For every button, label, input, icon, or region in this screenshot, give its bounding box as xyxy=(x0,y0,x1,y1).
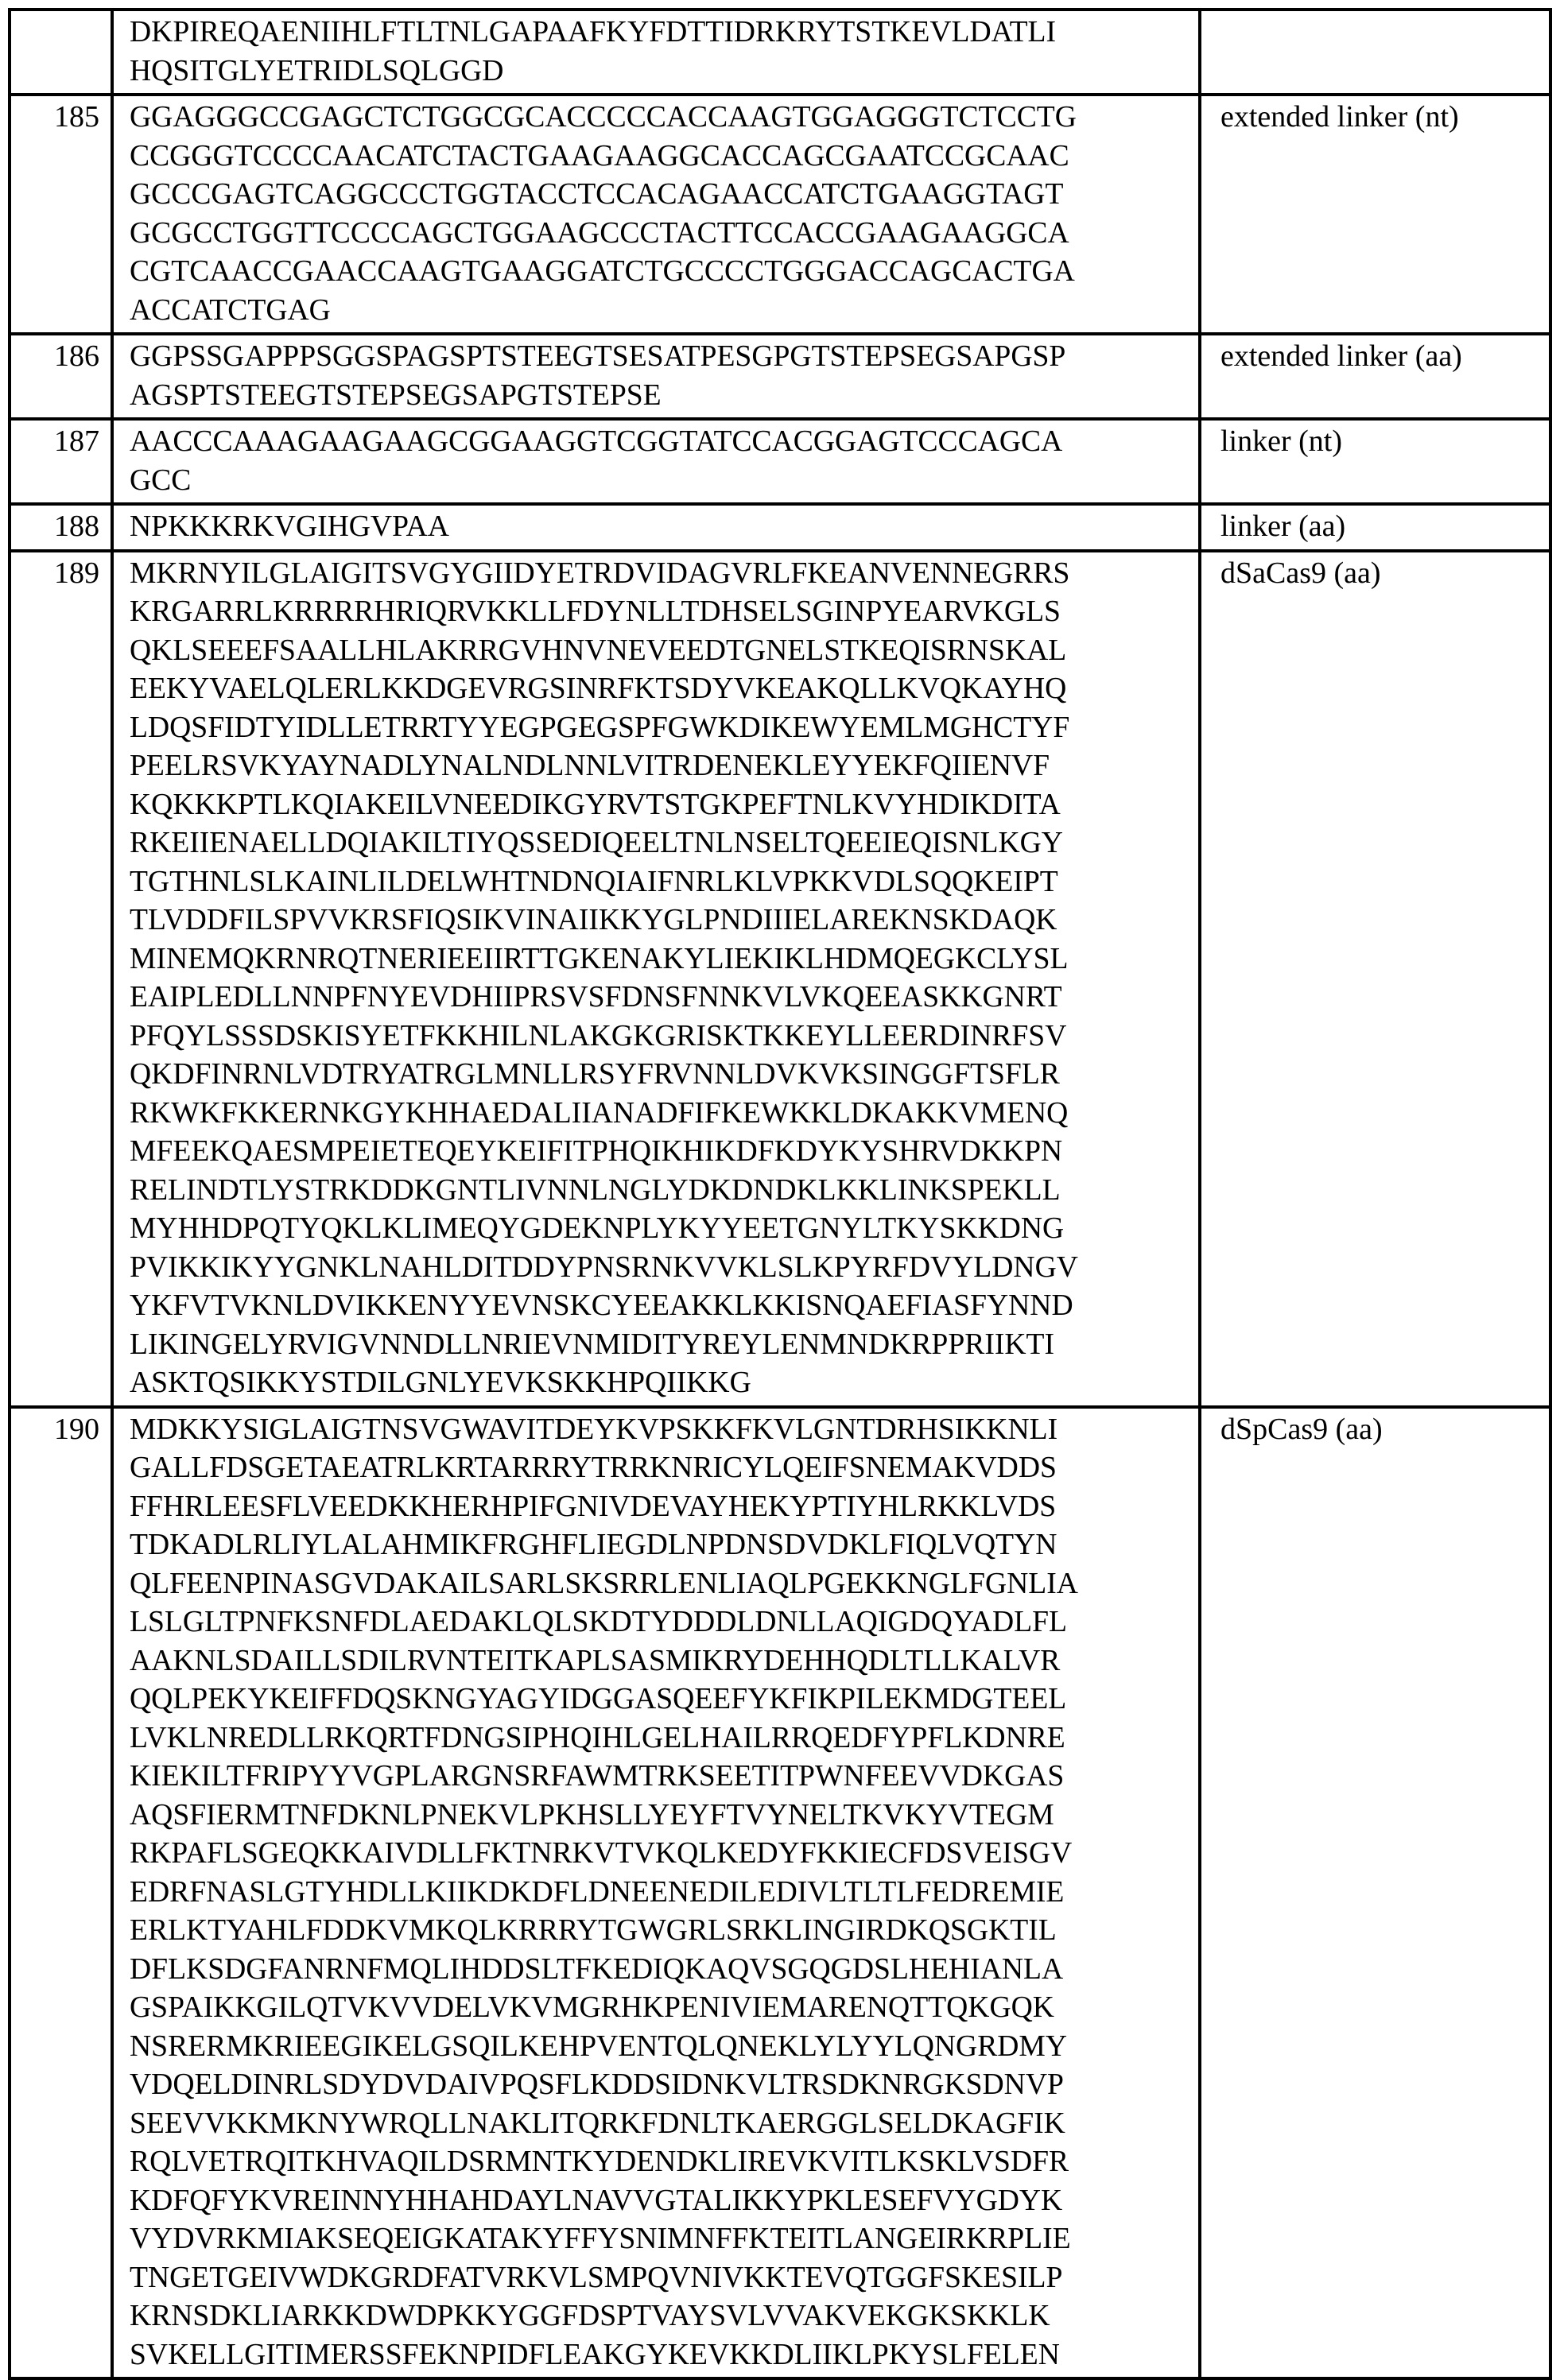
sequence-line: ASKTQSIKKYSTDILGNLYEVKSKKHPQIIKKG xyxy=(130,1366,751,1399)
description-cell xyxy=(1200,334,1550,419)
sequence-line: TNGETGEIVWDKGRDFATVRKVLSMPQVNIVKKTEVQTGGFSKESILP xyxy=(130,2260,1063,2294)
sequence-line: GCCCGAGTCAGGCCCTGGTACCTCCACAGAACCATCTGAAGGTAGT xyxy=(130,177,1064,211)
table-row xyxy=(10,334,1550,419)
sequence-line: SVKELLGITIMERSSFEKNPIDFLEAKGYKEVKKDLIIKLPKYSLFELEN xyxy=(130,2337,1060,2371)
sequence-line: MYHHDPQTYQKLKLIMEQYGDEKNPLYKYYEETGNYLTKYSKKDNG xyxy=(130,1211,1065,1245)
sequence-line: MINEMQKRNRQTNERIEEIIRTTGKENAKYLIEKIKLHDMQEGKCLYSL xyxy=(130,941,1069,975)
sequence-line: YKFVTVKNLDVIKKENYYEVNSKCYEEAKKLKKISNQAEFIASFYNND xyxy=(130,1289,1073,1322)
sequence-line: PFQYLSSSDSKISYETFKKHILNLAKGKGRISKTKKEYLLEERDINRFSV xyxy=(130,1018,1067,1052)
sequence-cell xyxy=(112,95,1200,334)
sequence-line: FFHRLEESFLVEEDKKHERHPIFGNIVDEVAYHEKYPTIYHLRKKLVDS xyxy=(130,1489,1057,1523)
seq-id-number: 190 xyxy=(54,1412,99,1446)
table-row xyxy=(10,419,1550,504)
description-cell xyxy=(1200,1407,1550,2379)
sequence-line: QQLPEKYKEIFFDQSKNGYAGYIDGGASQEEFYKFIKPILEKMDGTEEL xyxy=(130,1682,1067,1715)
seq-id-number: 189 xyxy=(54,556,99,590)
sequence-lines xyxy=(130,11,1198,93)
sequence-line: KRGARRLKRRRRHRIQRVKKLLFDYNLLTDHSELSGINPYEARVKGLS xyxy=(130,595,1061,628)
sequence-line: GCC xyxy=(130,463,192,497)
sequence-line: QLFEENPINASGVDAKAILSARLSKSRRLENLIAQLPGEKKNGLFGNLIA xyxy=(130,1566,1078,1600)
sequence-lines xyxy=(130,1409,1198,2378)
sequence-line: EDRFNASLGTYHDLLKIIKDKDFLDNEENEDILEDIVLTLTLFEDREMIE xyxy=(130,1874,1065,1909)
description-text: linker (nt) xyxy=(1220,424,1343,458)
description-cell xyxy=(1200,10,1550,95)
table-row xyxy=(10,1407,1550,2379)
description-cell xyxy=(1200,504,1550,551)
sequence-line: TLVDDFILSPVVKRSFIQSIKVINAIIKKYGLPNDIIIELAREKNSKDAQK xyxy=(130,903,1057,936)
sequence-line: NPKKKRKVGIHGVPAA xyxy=(130,510,449,543)
sequence-line: GSPAIKKGILQTVKVVDELVKVMGRHKPENIVIEMARENQTTQKGQK xyxy=(130,1990,1054,2024)
sequence-line: LSLGLTPNFKSNFDLAEDAKLQLSKDTYDDDLDNLLAQIGDQYADLFL xyxy=(130,1605,1067,1638)
sequence-line: RQLVETRQITKHVAQILDSRMNTKYDENDKLIREVKVITLKSKLVSDFR xyxy=(130,2145,1069,2178)
sequence-lines xyxy=(130,506,1198,549)
sequence-line: TGTHNLSLKAINLILDELWHTNDNQIAIFNRLKLVPKKVDLSQQKEIPT xyxy=(130,864,1058,898)
table-row xyxy=(10,551,1550,1407)
sequence-line: PVIKKIKYYGNKLNAHLDITDDYPNSRNKVVKLSLKPYRFDVYLDNGV xyxy=(130,1250,1078,1284)
seq-id-cell xyxy=(10,1407,112,2379)
seq-id-cell xyxy=(10,419,112,504)
sequence-line: MDKKYSIGLAIGTNSVGWAVITDEYKVPSKKFKVLGNTDRHSIKKNLI xyxy=(130,1412,1058,1446)
sequence-line: PEELRSVKYAYNADLYNALNDLNNLVITRDENEKLEYYEKFQIIENVF xyxy=(130,749,1050,782)
sequence-line: TDKADLRLIYLALAHMIKFRGHFLIEGDLNPDNSDVDKLFIQLVQTYN xyxy=(130,1528,1057,1561)
description-text: extended linker (nt) xyxy=(1220,100,1459,134)
description-text: dSaCas9 (aa) xyxy=(1220,556,1381,590)
sequence-line: AQSFIERMTNFDKNLPNEKVLPKHSLLYEYFTVYNELTKVKYVTEGM xyxy=(130,1797,1054,1832)
seq-id-cell xyxy=(10,504,112,551)
table-row xyxy=(10,95,1550,334)
sequence-line: RKPAFLSGEQKKAIVDLLFKTNRKVTVKQLKEDYFKKIECFDSVEISGV xyxy=(130,1836,1073,1870)
description-text: linker (aa) xyxy=(1220,510,1346,543)
sequence-line: AACCCAAAGAAGAAGCGGAAGGTCGGTATCCACGGAGTCCCAGCA xyxy=(130,424,1063,458)
sequence-line: GGAGGGCCGAGCTCTGGCGCACCCCCACCAAGTGGAGGGTCTCCTG xyxy=(130,100,1077,134)
sequence-line: KRNSDKLIARKKDWDPKKYGGFDSPTVAYSVLVVAKVEKGKSKKLK xyxy=(130,2299,1050,2332)
sequence-line: RELINDTLYSTRKDDKGNTLIVNNLNGLYDKDNDKLKKLINKSPEKLL xyxy=(130,1173,1061,1207)
seq-id-number: 188 xyxy=(54,510,99,543)
table-row xyxy=(10,10,1550,95)
sequence-cell xyxy=(112,419,1200,504)
sequence-line: AAKNLSDAILLSDILRVNTEITKAPLSASMIKRYDEHHQDLTLLKALVR xyxy=(130,1643,1061,1677)
seq-id-cell xyxy=(10,551,112,1407)
sequence-line: HQSITGLYETRIDLSQLGGD xyxy=(130,53,504,87)
sequence-cell xyxy=(112,334,1200,419)
sequence-cell xyxy=(112,10,1200,95)
sequence-line: GALLFDSGETAEATRLKRTARRRYTRRKNRICYLQEIFSNEMAKVDDS xyxy=(130,1451,1057,1484)
sequence-line: EEKYVAELQLERLKKDGEVRGSINRFKTSDYVKEAKQLLKVQKAYHQ xyxy=(130,672,1067,705)
sequence-line: NSRERMKRIEEGIKELGSQILKEHPVENTQLQNEKLYLYYLQNGRDMY xyxy=(130,2029,1068,2063)
sequence-line: AGSPTSTEEGTSTEPSEGSAPGTSTEPSE xyxy=(130,378,662,412)
sequence-line: DKPIREQAENIIHLFTLTNLGAPAAFKYFDTTIDRKRYTSTKEVLDATLI xyxy=(130,15,1057,48)
sequence-line: QKDFINRNLVDTRYATRGLMNLLRSYFRVNNLDVKVKSINGGFTSFLR xyxy=(130,1057,1060,1091)
sequence-line: ACCATCTGAG xyxy=(130,293,331,327)
sequence-line: LDQSFIDTYIDLLETRRTYYEGPGEGSPFGWKDIKEWYEMLMGHCTYF xyxy=(130,710,1070,744)
sequence-line: RKEIIENAELLDQIAKILTIYQSSEDIQEELTNLNSELTQEEIEQISNLKGY xyxy=(130,826,1063,859)
seq-id-cell xyxy=(10,10,112,95)
sequence-line: VDQELDINRLSDYDVDAIVPQSFLKDDSIDNKVLTRSDKNRGKSDNVP xyxy=(130,2068,1064,2101)
sequence-line: QKLSEEEFSAALLHLAKRRGVHNVNEVEEDTGNELSTKEQISRNSKAL xyxy=(130,633,1067,667)
sequence-line: KDFQFYKVREINNYHHAHDAYLNAVVGTALIKKYPKLESEFVYGDYK xyxy=(130,2183,1063,2217)
seq-id-number: 185 xyxy=(54,100,99,134)
sequence-line: VYDVRKMIAKSEQEIGKATAKYFFYSNIMNFFKTEITLANGEIRKRPLIE xyxy=(130,2222,1071,2255)
sequence-listing-table xyxy=(8,8,1552,2380)
sequence-line: MKRNYILGLAIGITSVGYGIIDYETRDVIDAGVRLFKEANVENNEGRRS xyxy=(130,556,1070,590)
table-row xyxy=(10,504,1550,551)
sequence-lines xyxy=(130,552,1198,1405)
sequence-line: ERLKTYAHLFDDKVMKQLKRRRYTGWGRLSRKLINGIRDKQSGKTIL xyxy=(130,1913,1057,1947)
description-text: extended linker (aa) xyxy=(1220,339,1462,373)
seq-id-cell xyxy=(10,95,112,334)
sequence-cell xyxy=(112,1407,1200,2379)
sequence-line: KIEKILTFRIPYYVGPLARGNSRFAWMTRKSEETITPWNFEEVVDKGAS xyxy=(130,1759,1065,1793)
sequence-line: LVKLNREDLLRKQRTFDNGSIPHQIHLGELHAILRRQEDFYPFLKDNRE xyxy=(130,1720,1065,1754)
description-text: dSpCas9 (aa) xyxy=(1220,1412,1383,1446)
sequence-cell xyxy=(112,551,1200,1407)
sequence-line: KQKKKPTLKQIAKEILVNEEDIKGYRVTSTGKPEFTNLKVYHDIKDITA xyxy=(130,787,1061,821)
sequence-lines xyxy=(130,335,1198,417)
sequence-line: MFEEKQAESMPEIETEQEYKEIFITPHQIKHIKDFKDYKYSHRVDKKPN xyxy=(130,1134,1063,1168)
description-cell xyxy=(1200,95,1550,334)
sequence-line: DFLKSDGFANRNFMQLIHDDSLTFKEDIQKAQVSGQGDSLHEHIANLA xyxy=(130,1952,1064,1986)
sequence-line: LIKINGELYRVIGVNNDLLNRIEVNMIDITYREYLENMNDKRPPRIIKTI xyxy=(130,1327,1055,1361)
sequence-lines xyxy=(130,96,1198,332)
sequence-line: EAIPLEDLLNNPFNYEVDHIIPRSVSFDNSFNNKVLVKQEEASKKGNRT xyxy=(130,980,1062,1014)
sequence-cell xyxy=(112,504,1200,551)
table-body xyxy=(10,10,1550,2378)
description-cell xyxy=(1200,419,1550,504)
seq-id-number: 187 xyxy=(54,424,99,458)
sequence-line: GGPSSGAPPPSGGSPAGSPTSTEEGTSESATPESGPGTSTEPSEGSAPGSP xyxy=(130,339,1066,373)
sequence-line: GCGCCTGGTTCCCCAGCTGGAAGCCCTACTTCCACCGAAGAAGGCA xyxy=(130,215,1069,250)
sequence-line: SEEVVKKMKNYWRQLLNAKLITQRKFDNLTKAERGGLSELDKAGFIK xyxy=(130,2106,1065,2140)
seq-id-cell xyxy=(10,334,112,419)
sequence-lines xyxy=(130,421,1198,502)
sequence-line: RKWKFKKERNKGYKHHAEDALIIANADFIFKEWKKLDKAKKVMENQ xyxy=(130,1095,1069,1130)
description-cell xyxy=(1200,551,1550,1407)
sequence-line: CCGGGTCCCCAACATCTACTGAAGAAGGCACCAGCGAATCCGCAAC xyxy=(130,138,1069,172)
seq-id-number: 186 xyxy=(54,339,99,373)
sequence-line: CGTCAACCGAACCAAGTGAAGGATCTGCCCCTGGGACCAGCACTGA xyxy=(130,254,1075,288)
